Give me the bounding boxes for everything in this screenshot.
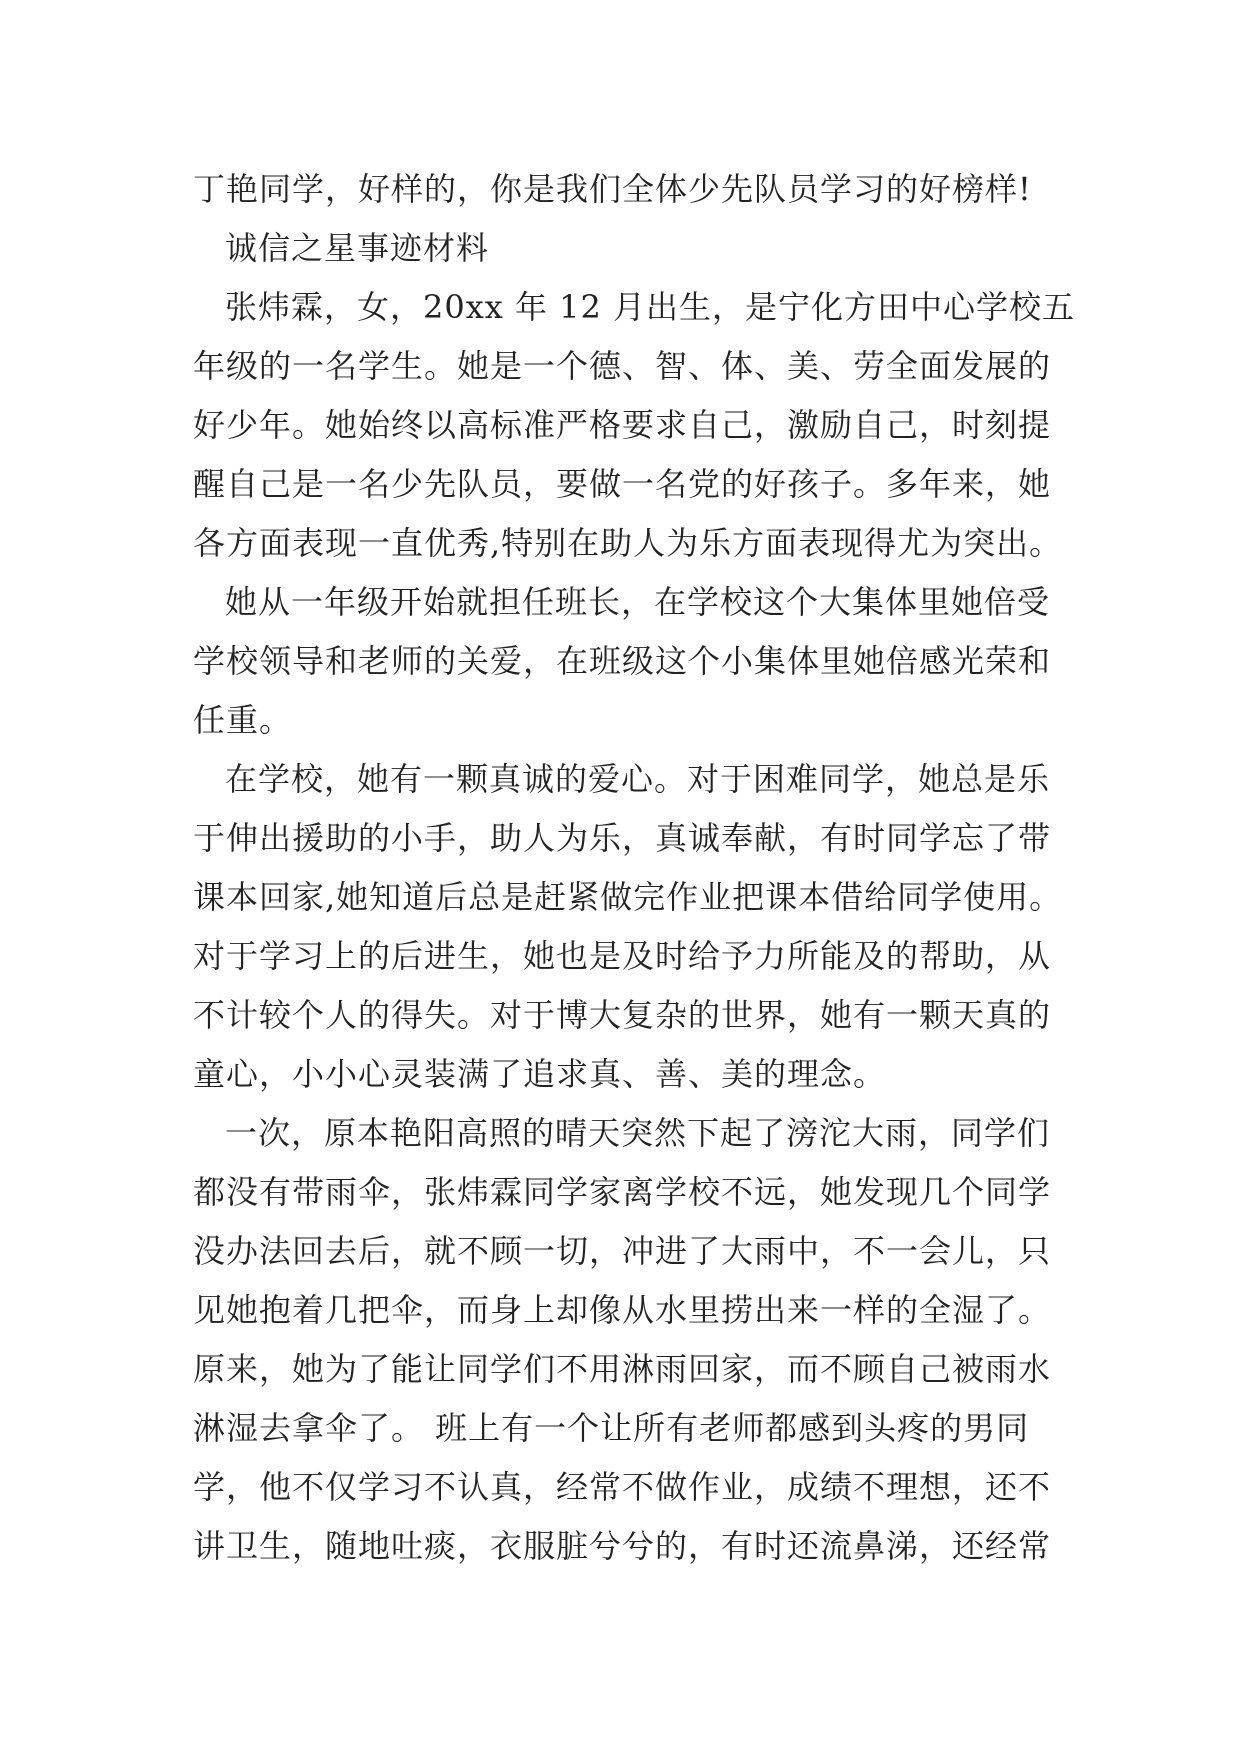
text-line: 任重。 <box>193 701 293 739</box>
text-line: 在学校，她有一颗真诚的爱心。对于困难同学，她总是乐 <box>225 760 1051 798</box>
text-line: 不计较个人的得失。对于博大复杂的世界，她有一颗天真的 <box>193 996 1052 1034</box>
text-line: 对于学习上的后进生，她也是及时给予力所能及的帮助，从 <box>193 937 1052 975</box>
text-line: 好少年。她始终以高标准严格要求自己，激励自己，时刻提 <box>193 406 1052 444</box>
text-line: 原来，她为了能让同学们不用淋雨回家，而不顾自己被雨水 <box>193 1350 1052 1388</box>
text-line: 丁艳同学，好样的，你是我们全体少先队员学习的好榜样! <box>193 170 1032 208</box>
text-line: 张炜霖，女，20xx 年 12 月出生，是宁化方田中心学校五 <box>225 288 1076 326</box>
text-line: 学校领导和老师的关爱，在班级这个小集体里她倍感光荣和 <box>193 642 1052 680</box>
text-line: 一次，原本艳阳高照的晴天突然下起了滂沱大雨，同学们 <box>225 1114 1051 1152</box>
body-text <box>193 160 1076 1576</box>
text-line: 年级的一名学生。她是一个德、智、体、美、劳全面发展的 <box>193 347 1052 385</box>
text-line: 学，他不仅学习不认真，经常不做作业，成绩不理想，还不 <box>193 1468 1052 1506</box>
text-line: 她从一年级开始就担任班长，在学校这个大集体里她倍受 <box>225 583 1051 621</box>
text-line: 各方面表现一直优秀,特别在助人为乐方面表现得尤为突出。 <box>193 524 1063 562</box>
text-line: 童心，小小心灵装满了追求真、善、美的理念。 <box>193 1055 887 1093</box>
text-line: 讲卫生，随地吐痰，衣服脏兮兮的，有时还流鼻涕，还经常 <box>193 1527 1052 1565</box>
text-line: 课本回家,她知道后总是赶紧做完作业把课本借给同学使用。 <box>193 878 1063 916</box>
text-line: 见她抱着几把伞，而身上却像从水里捞出来一样的全湿了。 <box>193 1291 1052 1329</box>
text-line: 淋湿去拿伞了。 班上有一个让所有老师都感到头疼的男同 <box>193 1409 1030 1447</box>
text-line: 没办法回去后，就不顾一切，冲进了大雨中，不一会儿，只 <box>193 1232 1052 1270</box>
text-line: 醒自己是一名少先队员，要做一名党的好孩子。多年来，她 <box>193 465 1052 503</box>
text-line: 于伸出援助的小手，助人为乐，真诚奉献，有时同学忘了带 <box>193 819 1052 857</box>
text-line: 都没有带雨伞，张炜霖同学家离学校不远，她发现几个同学 <box>193 1173 1052 1211</box>
section-heading: 诚信之星事迹材料 <box>225 229 490 267</box>
